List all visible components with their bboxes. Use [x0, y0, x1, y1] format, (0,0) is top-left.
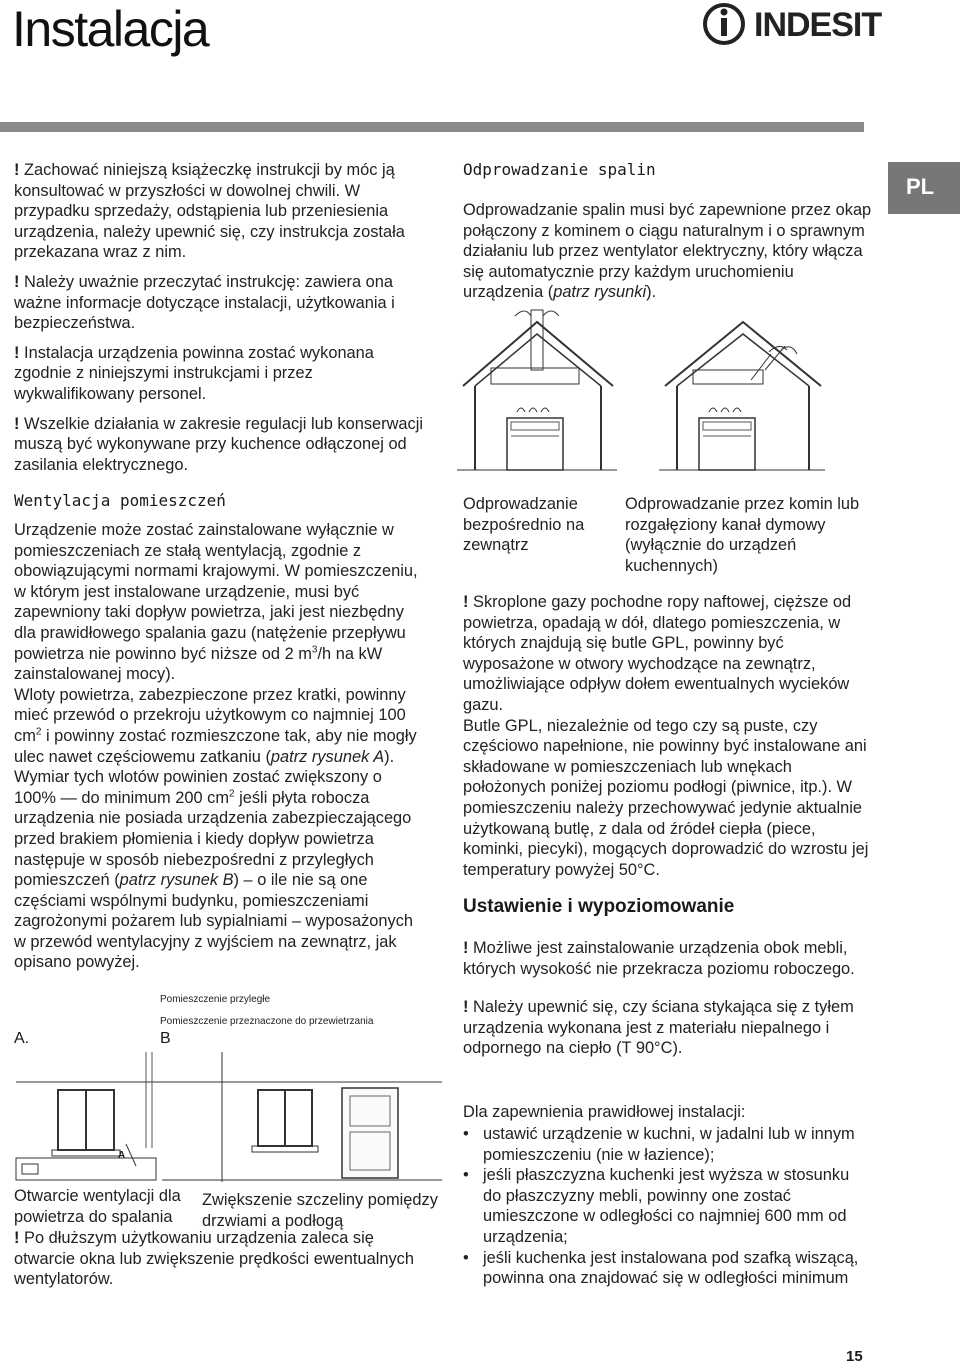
figure-b-label: B [160, 1030, 171, 1047]
leveling-note: ! Należy upewnić się, czy ściana stykająca się z tyłem urządzenia wykonana jest z materiału niepalnego i odpornego na ciepło (T 90°C). [463, 998, 854, 1058]
caption-door-gap: Zwiększenie szczeliny pomiędzy drzwiami a podłogą [202, 1191, 438, 1230]
install-list [463, 1124, 863, 1289]
caption-direct-exhaust: Odprowadzanie bezpośrednio na zewnątrz [463, 495, 585, 555]
page-title: Instalacja [12, 1, 209, 57]
indesit-logo-icon [698, 2, 754, 46]
ventilation-text [14, 520, 418, 973]
flue-figure [455, 300, 875, 480]
leveling-note: ! Możliwe jest zainstalowanie urządzenia obok mebli, których wysokość nie przekracza poziomu roboczego. [463, 939, 855, 978]
gpl-paragraph: Butle GPL, niezależnie od tego czy są puste, czy częściowo napełnione, nie powinny być instalowane ani składowane w pomieszczeniach lub wnękach położonych poniżej poziomu podłogi (piwnice, itp.). W pomieszczeniu należy przechowywać jedynie aktualnie użytkowaną butlę, z dala od źródeł ciepła (piece, kominki, piecyki), mogących doprowadzić do wzrostu jej temperatury powyżej 50°C. [463, 716, 869, 879]
intro-note: ! Należy uważnie przeczytać instrukcję: zawiera ona ważne informacje dotyczące instalacji, użytkowania i bezpieczeństwa. [14, 272, 395, 333]
leveling-notes [463, 938, 873, 1059]
figure-label-adjacent-room: Pomieszczenie przyległe [160, 994, 271, 1005]
flue-text: Odprowadzanie spalin musi być zapewnione przez okap połączony z kominem o ciągu naturalnym i o sprawnym działaniu lub przez wentylator elektryczny, który włącza się automatycznie przy każdym uruchomieniu urządzenia (patrz rysunki). [463, 201, 872, 302]
intro-note: ! Zachować niniejszą książeczkę instrukcji by móc ją konsultować w przyszłości w dowolnej chwili. W przypadku sprzedaży, odstąpienia lub przeniesienia urządzenia, należy upewnić się, czy instrukcja została przekazana wraz z nim. [14, 161, 405, 262]
figure-a-label: A. [14, 1030, 30, 1047]
caption-chimney-exhaust: Odprowadzanie przez komin lub rozgałęziony kanał dymowy (wyłącznie do urządzeń kuchennych) [625, 495, 860, 575]
leveling-heading: Ustawienie i wypoziomowanie [463, 896, 735, 917]
ventilation-paragraph: Wloty powietrza, zabezpieczone przez kratki, powinny mieć przewód o przekroju użytkowym co najmniej 100 $cm^2$ i powinny zostać rozmieszczone tak, aby nie mogły ulec nawet częściowemu zatkaniu (patrz rysunek A). [14, 685, 417, 766]
brand-name: INDESIT [754, 6, 882, 44]
install-intro: Dla zapewnienia prawidłowej instalacji: [463, 1103, 746, 1121]
list-item: • ustawić urządzenie w kuchni, w jadalni lub w innym pomieszczeniu (nie w łazience); [463, 1124, 863, 1165]
lpg-section: ! Skroplone gazy pochodne ropy naftowej, cięższe od powietrza, opadają w dół, dlatego pomieszczenia, w których znajdują się butle GPL, powinny być wyposażone w otwory wychodzące na zewnątrz, umożliwiające odpływ dołem ewentualnych wycieków gazu. Butle GPL, niezależnie od tego czy są puste, czy częściowo napełnione, nie powinny być instalowane ani składowane w pomieszczeniach lub wnękach położonych poniżej poziomu podłogi (piwnice, itp.). W pomieszczeniu należy przechowywać jedynie aktualnie użytkowaną butlę, z dala od źródeł ciepła (piece, kominki, piecyki), mogących doprowadzić do wzrostu jej temperatury powyżej 50°C. [463, 592, 873, 880]
language-code: PL [906, 174, 935, 199]
figure-label-ventilated-room: Pomieszczenie przeznaczone do przewietrzania [160, 1016, 374, 1027]
ventilation-paragraph: Wymiar tych wlotów powinien zostać zwiększony o 100% — do minimum 200 $cm^2$ jeśli płyta robocza urządzenia nie posiada urządzenia zabezpieczającego przed brakiem płomienia i kiedy dopływ powietrza następuje w sposób niebezpośredni z przyległych pomieszczeń (patrz rysunek B) – o ile nie są one częściami wspólnymi budynku, pomieszczeniami zagrożonymi pożarem lub sypialniami – wyposażonych w przewód wentylacyjny z wyjściem na zewnątrz, jak opisano powyżej. [14, 768, 414, 972]
intro-notes [14, 160, 428, 475]
list-item: • jeśli kuchenka jest instalowana pod szafką wiszącą, powinna ona znajdować się w odległości minimum [463, 1248, 863, 1289]
caption-air-inlet: Otwarcie wentylacji dla powietrza do spalania [14, 1187, 181, 1226]
page-number: 15 [846, 1348, 863, 1365]
ventilation-figure [12, 1048, 442, 1182]
figure-inner-a-label: A [118, 1150, 126, 1161]
brand-logo [698, 2, 882, 46]
ventilation-paragraph: Urządzenie może zostać zainstalowane wyłącznie w pomieszczeniach ze stałą wentylacją, zgodnie z obowiązującymi normami krajowymi. W pomieszczeniu, w którym jest instalowane urządzenie, musi być zapewniony taki dopływ powietrza, jaki jest niezbędny dla prawidłowego spalania gazu (natężenie przepływu powietrza nie powinno być niższe od 2 $m^3/h$ na kW zainstalowanej mocy). [14, 521, 418, 684]
list-item: • jeśli płaszczyzna kuchenki jest wyższa w stosunku do płaszczyzny mebli, powinny one zostać umieszczone w odległości co najmniej 600 mm od urządzenia; [463, 1165, 863, 1247]
ventilation-heading: Wentylacja pomieszczeń [14, 491, 226, 510]
ventilation-drawing-icon [12, 1048, 442, 1182]
header-divider [0, 122, 864, 132]
long-use-note: ! Po dłuższym użytkowaniu urządzenia zaleca się otwarcie okna lub zwiększenie prędkości ewentualnych wentylatorów. [14, 1229, 414, 1289]
language-tab [888, 162, 960, 214]
house-drawing-icon [455, 300, 875, 480]
intro-note: ! Instalacja urządzenia powinna zostać wykonana zgodnie z niniejszymi instrukcjami i przez wykwalifikowany personel. [14, 343, 374, 403]
intro-note: ! Wszelkie działania w zakresie regulacji lub konserwacji muszą być wykonywane przy kuchence odłączonej od zasilania elektrycznego. [14, 414, 424, 474]
flue-heading: Odprowadzanie spalin [463, 160, 656, 179]
